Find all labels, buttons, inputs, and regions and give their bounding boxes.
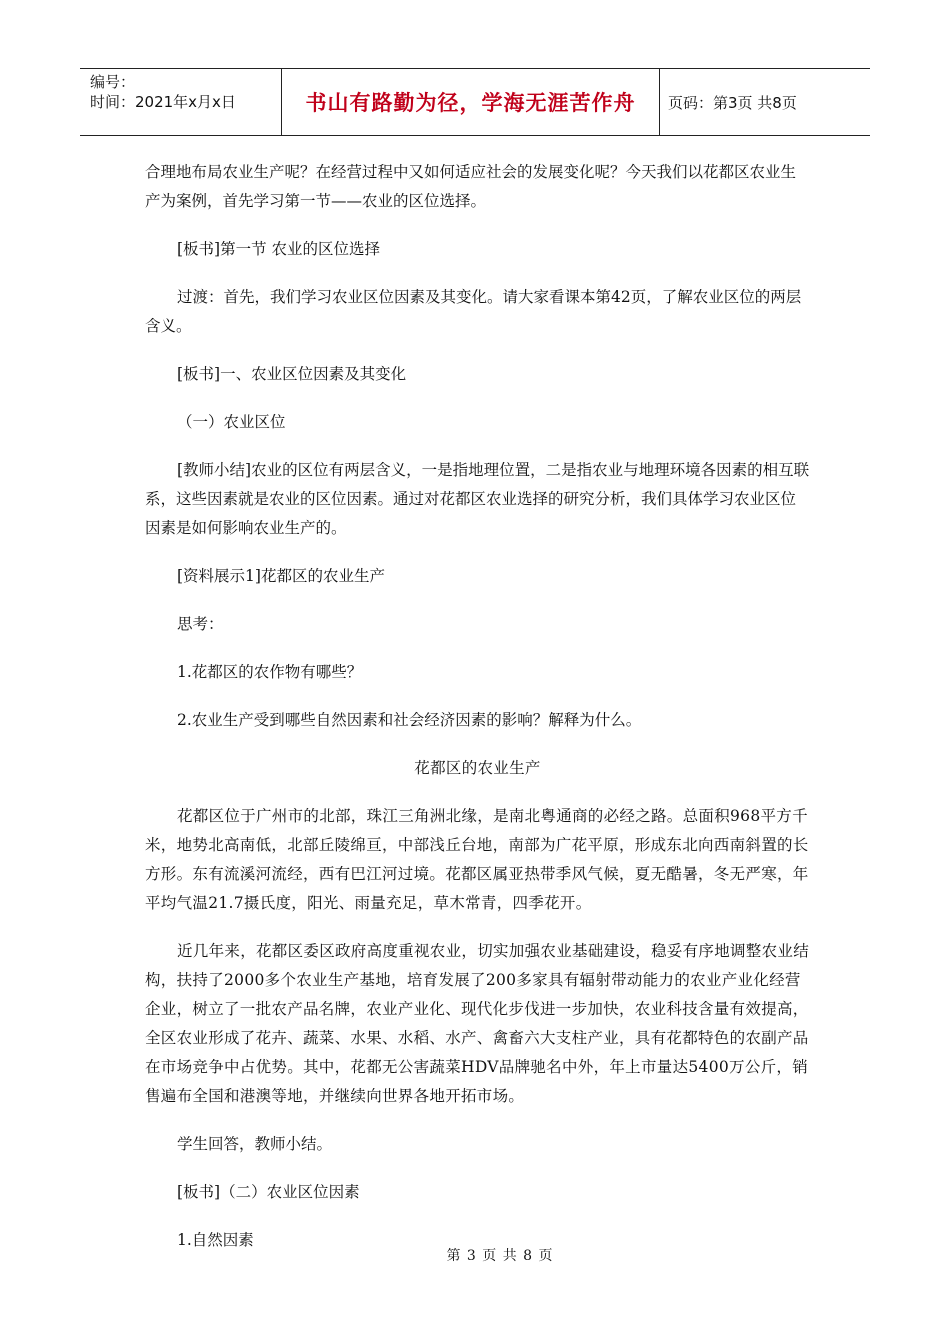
header-meta [80, 69, 282, 135]
think-label: 思考： [177, 615, 224, 633]
paragraph-intro: 合理地布局农业生产呢？在经营过程中又如何适应社会的发展变化呢？今天我们以花都区农业生产为案例，首先学习第一节——农业的区位选择。 [145, 163, 797, 210]
student-answer: 学生回答，教师小结。 [177, 1135, 333, 1153]
material-display: [资料展示1]花都区的农业生产 [177, 567, 385, 585]
footer-page-number: 第 3 页 共 8 页 [446, 1248, 554, 1264]
motto: 书山有路勤为径，学海无涯苦作舟 [305, 91, 636, 115]
header-motto-cell [282, 69, 660, 135]
page-info: 页码：第3页 共8页 [668, 93, 797, 112]
material-paragraph-2: 近几年来，花都区委区政府高度重视农业，切实加强农业基础建设，稳妥有序地调整农业结构，扶持了2000多个农业生产基地，培育发展了200多家具有辐射带动能力的农业产业化经营企业，树立了一批农产品名牌，农业产业化、现代化步伐进一步加快，农业科技含量有效提高，全区农业形成了花卉、蔬菜、水果、水稻、水产、禽畜六大支柱产业，具有花都特色的农副产品在市场竞争中占优势。其中，花都无公害蔬菜HDV品牌驰名中外，年上市量达5400万公斤，销售遍布全国和港澳等地，并继续向世界各地开拓市场。 [145, 942, 810, 1105]
board-note-section: [板书]第一节 农业的区位选择 [177, 240, 381, 258]
header-page-cell [660, 69, 870, 135]
page-header [80, 68, 870, 136]
material-paragraph-1: 花都区位于广州市的北部，珠江三角洲北缘，是南北粤通商的必经之路。总面积968平方千米，地势北高南低，北部丘陵绵亘，中部浅丘台地，南部为广花平原，形成东北向西南斜置的长方形。东有流溪河流经，西有巴江河过境。花都区属亚热带季风气候，夏无酷暑，冬无严寒，年平均气温21.7摄氏度，阳光、雨量充足，草木常青，四季花开。 [145, 807, 809, 912]
question-1: 1.花都区的农作物有哪些？ [177, 663, 363, 681]
number-label: 编号： [90, 73, 136, 91]
material-title: 花都区的农业生产 [414, 759, 541, 777]
question-2: 2.农业生产受到哪些自然因素和社会经济因素的影响？解释为什么。 [177, 711, 642, 729]
subheading-location: （一）农业区位 [177, 413, 286, 431]
teacher-summary: [教师小结]农业的区位有两层含义，一是指地理位置，二是指农业与地理环境各因素的相互联系，这些因素就是农业的区位因素。通过对花都区农业选择的研究分析，我们具体学习农业区位因素是如何影响农业生产的。 [145, 461, 810, 537]
time-label: 时间：2021年x月x日 [90, 93, 236, 111]
board-note-heading-2: [板书]（二）农业区位因素 [177, 1183, 360, 1201]
natural-factors: 1.自然因素 [177, 1231, 254, 1249]
paragraph-transition: 过渡：首先，我们学习农业区位因素及其变化。请大家看课本第42页，了解农业区位的两层含义。 [145, 288, 802, 335]
board-note-heading-1: [板书]一、农业区位因素及其变化 [177, 365, 407, 383]
page-footer [0, 1245, 950, 1265]
document-body [145, 158, 810, 1255]
